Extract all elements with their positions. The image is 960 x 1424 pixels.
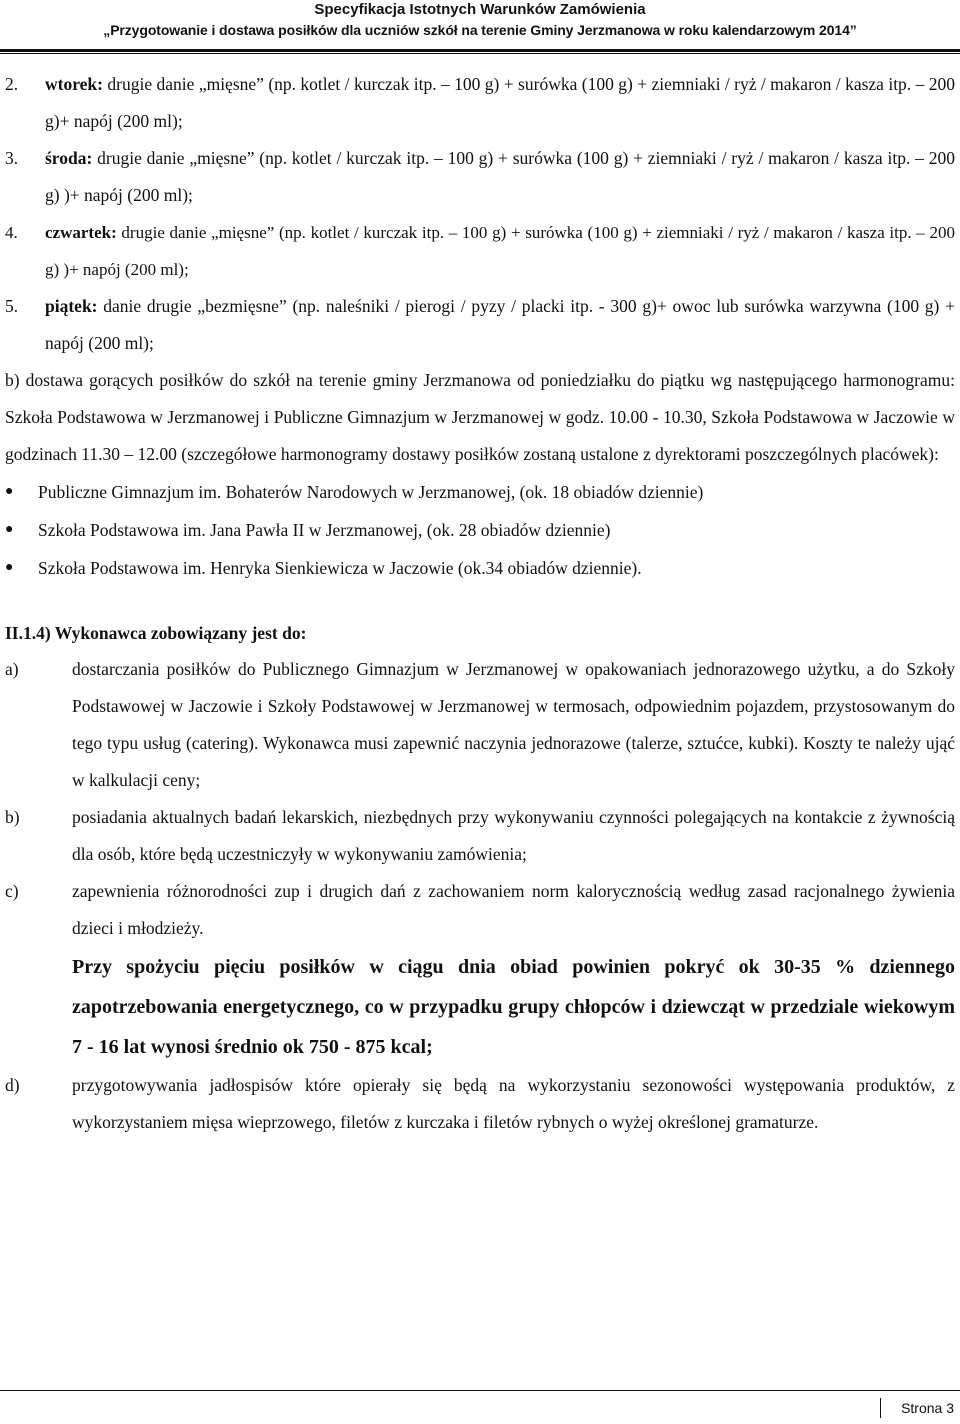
school-text: Szkoła Podstawowa im. Henryka Sienkiewicza w Jaczowie (ok.34 obiadów dziennie). bbox=[38, 558, 642, 578]
item-letter: b) bbox=[5, 807, 20, 827]
obligation-item-d bbox=[5, 1067, 955, 1141]
page-number: Strona 3 bbox=[880, 1398, 956, 1418]
header-rule bbox=[0, 49, 960, 54]
delivery-paragraph: b) dostawa gorących posiłków do szkół na terenie gminy Jerzmanowa od poniedziałku do piątku wg następującego harmonogramu: Szkoła Podstawowa w Jerzmanowej i Publiczne Gimnazjum w Jerzmanowej w godz. 10.00 - 10.30, Szkoła Podstawowa w Jaczowie w godzinach 11.30 – 12.00 (szczegółowe harmonogramy dostawy posiłków zostaną ustalone z dyrektorami poszczególnych placówek): bbox=[5, 370, 955, 464]
item-number: 5. bbox=[5, 296, 19, 316]
obligation-text: przygotowywania jadłospisów które opierały się będą na wykorzystaniu sezonowości występowania produktów, z wykorzystaniem mięsa wieprzowego, filetów z kurczaka i filetów rybnych o wyżej określonej gramaturze. bbox=[72, 1075, 955, 1132]
document-subtitle: „Przygotowanie i dostawa posiłków dla uczniów szkół na terenie Gminy Jerzmanowa w roku kalendarzowym 2014” bbox=[103, 22, 857, 38]
obligation-item-b bbox=[5, 799, 955, 873]
bullet-icon: ● bbox=[5, 560, 14, 575]
school-text: Publiczne Gimnazjum im. Bohaterów Narodowych w Jerzmanowej, (ok. 18 obiadów dziennie) bbox=[38, 482, 704, 502]
school-list-item bbox=[5, 549, 955, 587]
day-item-tuesday bbox=[5, 66, 955, 140]
obligation-text: posiadania aktualnych badań lekarskich, niezbędnych przy wykonywaniu czynności polegających na kontakcie z żywnością dla osób, które będą uczestniczyły w wykonywaniu zamówienia; bbox=[72, 807, 955, 864]
day-label: piątek: bbox=[45, 296, 98, 316]
document-title: Specyfikacja Istotnych Warunków Zamówienia bbox=[314, 1, 646, 18]
day-label: wtorek: bbox=[45, 74, 103, 94]
item-letter: c) bbox=[5, 881, 19, 901]
day-item-wednesday bbox=[5, 140, 955, 214]
school-text: Szkoła Podstawowa im. Jana Pawła II w Jerzmanowej, (ok. 28 obiadów dziennie) bbox=[38, 520, 611, 540]
day-menu-text: drugie danie „mięsne” (np. kotlet / kurczak itp. – 100 g) + surówka (100 g) + ziemniaki / ryż / makaron / kasza itp. – 200 g) )+ napój (200 ml); bbox=[45, 148, 955, 205]
day-label: środa: bbox=[45, 148, 93, 168]
item-number: 3. bbox=[5, 148, 19, 168]
bullet-icon: ● bbox=[5, 484, 14, 499]
section-heading: II.1.4) Wykonawca zobowiązany jest do: bbox=[5, 623, 307, 643]
obligation-item-a bbox=[5, 651, 955, 799]
school-list-item bbox=[5, 473, 955, 511]
calorie-note: Przy spożyciu pięciu posiłków w ciągu dnia obiad powinien pokryć ok 30-35 % dziennego zapotrzebowania energetycznego, co w przypadku grupy chłopców i dziewcząt w przedziale wiekowym 7 - 16 lat wynosi średnio ok 750 - 875 kcal; bbox=[72, 956, 955, 1058]
item-letter: a) bbox=[5, 659, 19, 679]
document-body bbox=[5, 66, 955, 1141]
day-item-friday bbox=[5, 288, 955, 362]
day-menu-text: danie drugie „bezmięsne” (np. naleśniki / pierogi / pyzy / placki itp. - 300 g)+ owoc lub surówka warzywna (100 g) + napój (200 ml); bbox=[45, 296, 955, 353]
day-item-thursday bbox=[5, 214, 955, 288]
document-header bbox=[0, 0, 960, 40]
obligation-text: dostarczania posiłków do Publicznego Gimnazjum w Jerzmanowej w opakowaniach jednorazowego użytku, a do Szkoły Podstawowej w Jaczowie i Szkoły Podstawowej w Jerzmanowej w termosach, odpowiednim pojazdem, przystosowanym do tego typu usług (catering). Wykonawca musi zapewnić naczynia jednorazowe (talerze, sztućce, kubki). Koszty te należy ująć w kalkulacji ceny; bbox=[72, 659, 955, 790]
item-number: 4. bbox=[5, 223, 18, 242]
item-number: 2. bbox=[5, 74, 19, 94]
school-list-item bbox=[5, 511, 955, 549]
bullet-icon: ● bbox=[5, 522, 14, 537]
day-menu-text: drugie danie „mięsne” (np. kotlet / kurczak itp. – 100 g) + surówka (100 g) + ziemniaki / ryż / makaron / kasza itp. – 200 g)+ napój (200 ml); bbox=[45, 74, 955, 131]
day-menu-text: drugie danie „mięsne” (np. kotlet / kurczak itp. – 100 g) + surówka (100 g) + ziemniaki / ryż / makaron / kasza itp. – 200 g) )+ napój (200 ml); bbox=[45, 223, 955, 279]
obligation-text: zapewnienia różnorodności zup i drugich dań z zachowaniem norm kalorycznością według zasad racjonalnego żywienia dzieci i młodzieży. bbox=[72, 881, 955, 938]
footer-rule bbox=[0, 1390, 960, 1391]
item-letter: d) bbox=[5, 1075, 20, 1095]
day-label: czwartek: bbox=[45, 223, 117, 242]
obligation-item-c bbox=[5, 873, 955, 947]
